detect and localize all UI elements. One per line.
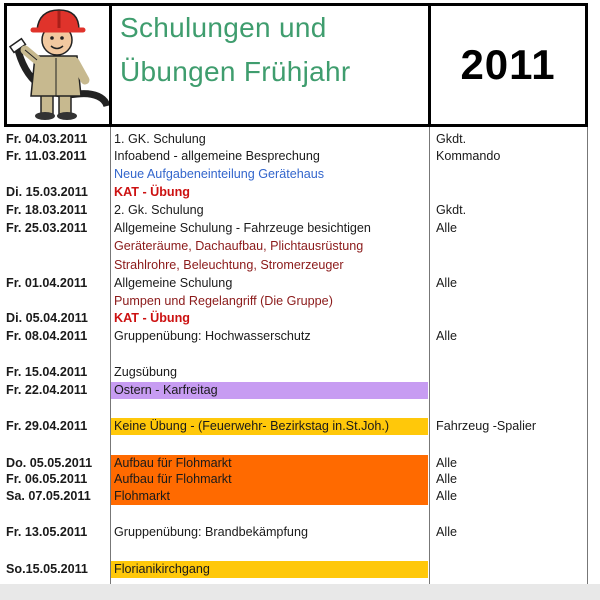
table-row <box>6 455 590 472</box>
row-date: Fr. 08.04.2011 <box>6 329 88 343</box>
row-date <box>6 257 110 274</box>
table-row <box>6 364 590 381</box>
table-row <box>6 257 590 274</box>
table-row <box>6 488 590 505</box>
row-description: 2. Gk. Schulung <box>114 203 204 217</box>
row-date: Fr. 22.04.2011 <box>6 383 88 397</box>
row-date <box>6 166 110 183</box>
table-row <box>6 471 590 488</box>
row-date: Di. 05.04.2011 <box>6 311 88 325</box>
row-assignee: Kommando <box>436 149 501 163</box>
year-box <box>428 3 588 127</box>
row-date <box>6 293 110 310</box>
row-date: Fr. 11.03.2011 <box>6 149 87 163</box>
row-date <box>6 238 110 255</box>
row-assignee: Alle <box>436 221 457 235</box>
table-row <box>6 561 590 578</box>
table-row <box>6 202 590 219</box>
table-row <box>6 166 590 183</box>
row-date: Di. 15.03.2011 <box>6 185 88 199</box>
row-description: Gruppenübung: Brandbekämpfung <box>114 525 308 539</box>
row-description: Allgemeine Schulung <box>114 276 233 290</box>
row-description: KAT - Übung <box>114 185 191 199</box>
table-row <box>6 275 590 292</box>
row-date: Fr. 15.04.2011 <box>6 365 88 379</box>
row-assignee <box>434 166 584 183</box>
row-description: Florianikirchgang <box>111 561 428 578</box>
row-assignee <box>434 364 584 381</box>
row-date: Sa. 07.05.2011 <box>6 489 91 503</box>
row-description: Infoabend - allgemeine Besprechung <box>114 149 320 163</box>
row-assignee: Alle <box>436 525 457 539</box>
row-description: Neue Aufgabeneinteilung Gerätehaus <box>114 167 325 181</box>
table-row <box>6 238 590 255</box>
row-description: Zugsübung <box>114 365 178 379</box>
table-row <box>6 382 590 399</box>
row-description: Keine Übung - (Feuerwehr- Bezirkstag in.St.Joh.) <box>111 418 428 435</box>
row-description: Allgemeine Schulung - Fahrzeuge besichtigen <box>114 221 371 235</box>
row-date: So.15.05.2011 <box>6 562 88 576</box>
row-assignee <box>434 238 584 255</box>
row-description: Geräteräume, Dachaufbau, Plichtausrüstung <box>114 239 364 253</box>
row-date: Fr. 13.05.2011 <box>6 525 88 539</box>
row-assignee: Alle <box>436 456 457 470</box>
table-row <box>6 418 590 435</box>
row-date: Do. 05.05.2011 <box>6 456 93 470</box>
row-date: Fr. 01.04.2011 <box>6 276 88 290</box>
row-description: Aufbau für Flohmarkt <box>111 455 428 472</box>
row-description: Flohmarkt <box>111 488 428 505</box>
row-description: KAT - Übung <box>114 311 191 325</box>
table-row <box>6 524 590 541</box>
table-row <box>6 148 590 165</box>
table-row <box>6 220 590 237</box>
row-assignee <box>434 293 584 310</box>
table-row <box>6 310 590 327</box>
row-description: Ostern - Karfreitag <box>111 382 428 399</box>
row-assignee <box>434 184 584 201</box>
row-description: 1. GK. Schulung <box>114 132 206 146</box>
row-description: Strahlrohre, Beleuchtung, Stromerzeuger <box>114 258 344 272</box>
row-assignee <box>434 382 584 399</box>
row-assignee: Gkdt. <box>436 132 467 146</box>
row-assignee <box>434 561 584 578</box>
page-title-line-1: Schulungen und <box>120 12 327 43</box>
table-row <box>6 328 590 345</box>
year-label: 2011 <box>460 41 556 88</box>
page-title-line-2: Übungen Frühjahr <box>120 56 351 87</box>
row-assignee <box>434 257 584 274</box>
logo-box <box>4 3 112 127</box>
table-row <box>6 293 590 310</box>
row-description: Gruppenübung: Hochwasserschutz <box>114 329 311 343</box>
table-row <box>6 131 590 148</box>
page-bottom-strip <box>0 584 600 600</box>
row-date: Fr. 18.03.2011 <box>6 203 88 217</box>
row-assignee: Alle <box>436 472 457 486</box>
row-assignee: Alle <box>436 276 457 290</box>
row-description: Pumpen und Regelangriff (Die Gruppe) <box>114 294 333 308</box>
row-assignee: Alle <box>436 329 457 343</box>
row-assignee: Alle <box>436 489 457 503</box>
row-assignee <box>434 310 584 327</box>
table-row <box>6 184 590 201</box>
title-box <box>109 3 431 127</box>
firefighter-mascot-icon <box>7 6 109 124</box>
row-description: Aufbau für Flohmarkt <box>111 471 428 488</box>
row-date: Fr. 25.03.2011 <box>6 221 88 235</box>
row-assignee: Fahrzeug -Spalier <box>436 419 537 433</box>
row-date: Fr. 06.05.2011 <box>6 472 88 486</box>
row-date: Fr. 04.03.2011 <box>6 132 88 146</box>
row-assignee: Gkdt. <box>436 203 467 217</box>
row-date: Fr. 29.04.2011 <box>6 419 88 433</box>
